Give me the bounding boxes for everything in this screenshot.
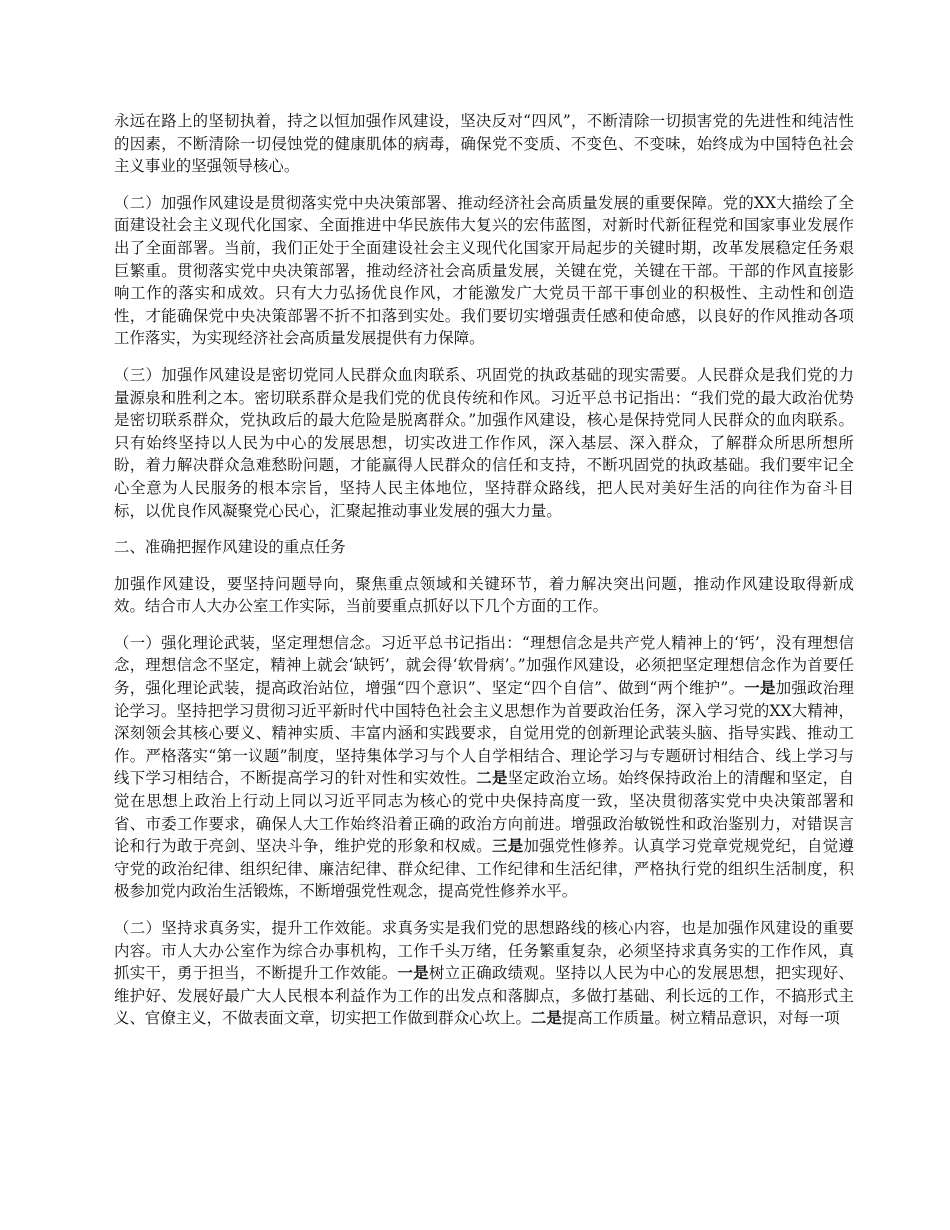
text-run: 加强党性修养。认真学习党章党规党纪，自觉遵守党的政治纪律、组织纪律、廉洁纪律、群众纪律、工作纪律和生活纪律，严格执行党的组织生活制度，积极参加党内政治生活锻炼，不断增强党性观念，提高党性修养水平。 bbox=[114, 837, 855, 901]
section-heading-2: 二、准确把握作风建设的重点任务 bbox=[114, 538, 346, 557]
paragraph-section-2-intro: 加强作风建设，要坚持问题导向，聚焦重点领域和关键环节，着力解决突出问题，推动作风建设取得新成效。结合市人大办公室工作实际，当前要重点抓好以下几个方面的工作。 bbox=[114, 574, 854, 616]
paragraph-section-2-2 bbox=[114, 917, 854, 1030]
text-run: （二）坚持求真务实，提升工作效能。求真务实是我们党的思想路线的核心内容，也是加强作风建设的重要内容。市人大办公室作为综合办事机构，工作千头万绪，任务繁重复杂，必须坚持求真务实的工作作风，真抓实干，勇于担当，不断提升工作效能。 bbox=[114, 919, 854, 983]
paragraph-section-1-2: （二）加强作风建设是贯彻落实党中央决策部署、推动经济社会高质量发展的重要保障。党的XX大描绘了全面建设社会主义现代化国家、全面推进中华民族伟大复兴的宏伟蓝图，对新时代新征程党和国家事业发展作出了全面部署。当前，我们正处于全面建设社会主义现代化国家开局起步的关键时期，改革发展稳定任务艰巨繁重。贯彻落实党中央决策部署，推动经济社会高质量发展，关键在党，关键在干部。干部的作风直接影响工作的落实和成效。只有大力弘扬优良作风，才能激发广大党员干部干事创业的积极性、主动性和创造性，才能确保党中央决策部署不折不扣落到实处。我们要切实增强责任感和使命感，以良好的作风推动各项工作落实，为实现经济社会高质量发展提供有力保障。 bbox=[114, 193, 854, 348]
bold-marker: 一是 bbox=[744, 679, 776, 698]
paragraph-section-1-3: （三）加强作风建设是密切党同人民群众血肉联系、巩固党的执政基础的现实需要。人民群众是我们党的力量源泉和胜利之本。密切联系群众是我们党的优良传统和作风。习近平总书记指出：“我们党的最大政治优势是密切联系群众，党执政后的最大危险是脱离群众。”加强作风建设，核心是保持党同人民群众的血肉联系。只有始终坚持以人民为中心的发展思想，切实改进工作作风，深入基层、深入群众，了解群众所思所想所盼，着力解决群众急难愁盼问题，才能赢得人民群众的信任和支持，不断巩固党的执政基础。我们要牢记全心全意为人民服务的根本宗旨，坚持人民主体地位，坚持群众路线，把人民对美好生活的向往作为奋斗目标，以优良作风凝聚党心民心，汇聚起推动事业发展的强大力量。 bbox=[114, 365, 854, 520]
bold-marker: 二是 bbox=[476, 769, 508, 788]
bold-marker: 三是 bbox=[492, 837, 524, 856]
paragraph-section-2-1 bbox=[114, 632, 854, 903]
text-run: （一）强化理论武装，坚定理想信念。习近平总书记指出：“理想信念是共产党人精神上的‘钙’，没有理想信念，理想信念不坚定，精神上就会‘缺钙’，就会得‘软骨病’。”加强作风建设，必须把坚定理想信念作为首要任务，强化理论武装，提高政治站位，增强“四个意识”、坚定“四个自信”、做到“两个维护”。 bbox=[114, 633, 854, 698]
text-run: 加强政治理论学习。坚持把学习贯彻习近平新时代中国特色社会主义思想作为首要政治任务，深入学习党的XX大精神，深刻领会其核心要义、精神实质、丰富内涵和实践要求，自觉用党的创新理论武装头脑、指导实践、推动工作。严格落实“第一议题”制度，坚持集体学习与个人自学相结合、理论学习与专题研讨相结合、线上学习与线下学习相结合，不断提高学习的针对性和实效性。 bbox=[114, 679, 854, 788]
document-page bbox=[114, 110, 854, 1044]
text-run: 树立正确政绩观。坚持以人民为中心的发展思想，把实现好、维护好、发展好最广大人民根本利益作为工作的出发点和落脚点，多做打基础、利长远的工作，不搞形式主义、官僚主义，不做表面文章，切实把工作做到群众心坎上。 bbox=[114, 964, 854, 1028]
text-run: 坚定政治立场。始终保持政治上的清醒和坚定，自觉在思想上政治上行动上同以习近平同志为核心的党中央保持高度一致，坚决贯彻落实党中央决策部署和省、市委工作要求，确保人大工作始终沿着正确的政治方向前进。增强政治敏锐性和政治鉴别力，对错误言论和行为敢于亮剑、坚决斗争，维护党的形象和权威。 bbox=[114, 769, 855, 856]
paragraph-1: 永远在路上的坚韧执着，持之以恒加强作风建设，坚决反对“四风”，不断清除一切损害党的先进性和纯洁性的因素，不断清除一切侵蚀党的健康肌体的病毒，确保党不变质、不变色、不变味，始终成为中国特色社会主义事业的坚强领导核心。 bbox=[114, 112, 854, 176]
bold-marker: 一是 bbox=[397, 964, 430, 983]
bold-marker: 二是 bbox=[530, 1009, 562, 1028]
text-run: 提高工作质量。树立精品意识，对每一项 bbox=[561, 1009, 840, 1028]
